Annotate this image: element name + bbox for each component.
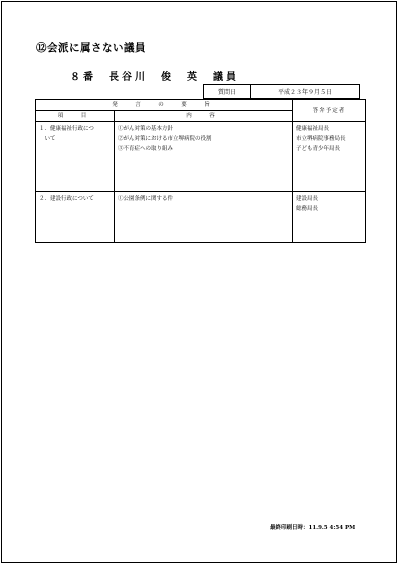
page-title: ⑫会派に属さない議員 [36,42,146,54]
answerer: 健康福祉局長 [296,126,330,132]
row-content [115,192,293,243]
question-date-value: 平成２３年９月５日 [251,85,360,99]
answerer: 市立堺病院事務局長 [296,136,346,142]
speech-summary-table [35,99,366,243]
table-row [36,192,366,243]
answerer: 子ども青少年局長 [296,146,341,152]
row-content-line: ③不育症への取り組み [118,146,174,152]
row-item [36,192,115,243]
member-name: ８番 長谷川 俊 英 議員 [70,72,239,83]
row-item-line: １．健康福祉行政につ [39,126,94,132]
table-row [36,122,366,192]
header-answerer: 答弁予定者 [293,100,366,122]
row-content-line: ②がん対策における市立堺病院の役割 [118,136,212,142]
header-speech-summary: 発 言 の 要 旨 [36,100,293,111]
header-item: 項 目 [36,111,115,122]
header-content: 内 容 [115,111,293,122]
row-item-line: いて [39,136,56,142]
row-answerers [293,122,366,192]
row-content [115,122,293,192]
row-content-line: ①がん対策の基本方針 [118,126,174,132]
answerer: 建設局長 [296,196,319,202]
row-item-line: ２．建設行政について [39,196,94,202]
row-item [36,122,115,192]
row-answerers [293,192,366,243]
question-date-box [203,84,360,99]
row-content-line: ①公園条例に関する件 [118,196,174,202]
last-printed-timestamp: 最終印刷日時：11.9.5 4:54 PM [270,525,356,531]
answerer: 総務局長 [296,206,319,212]
question-date-label: 質問日 [204,85,251,99]
